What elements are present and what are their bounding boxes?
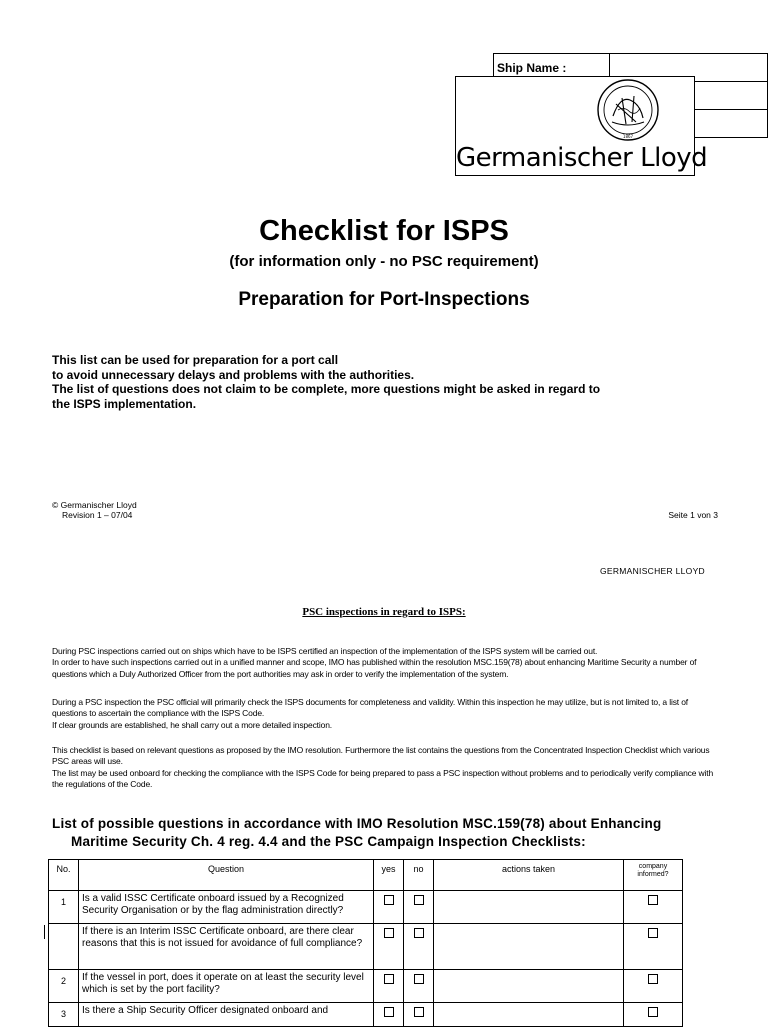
row-number: 2	[49, 970, 79, 1003]
row-number	[49, 924, 79, 970]
actions-taken-field[interactable]	[434, 924, 624, 970]
logo-text: Germanischer Lloyd	[456, 143, 708, 173]
list-heading-line: Maritime Security Ch. 4 reg. 4.4 and the PSC Campaign Inspection Checklists:	[71, 834, 586, 849]
company-informed-checkbox[interactable]	[648, 928, 658, 938]
company-informed-checkbox[interactable]	[648, 1007, 658, 1017]
germanischer-lloyd-logo	[455, 76, 708, 176]
paragraph-line: If clear grounds are established, he shall carry out a more detailed inspection.	[52, 719, 332, 730]
seal-icon	[596, 78, 660, 142]
paragraph-line: This checklist is based on relevant questions as proposed by the IMO resolution. Furthermore the list contains the questions from the Concentrated Inspection Checklist which various PSC areas will use.	[52, 745, 710, 767]
table-row	[49, 970, 683, 1003]
intro-line: The list of questions does not claim to be complete, more questions might be asked in regard to	[52, 382, 601, 396]
list-heading	[52, 815, 742, 851]
actions-taken-field[interactable]	[434, 970, 624, 1003]
no-checkbox[interactable]	[414, 1007, 424, 1017]
no-checkbox[interactable]	[414, 895, 424, 905]
intro-line: to avoid unnecessary delays and problems with the authorities.	[52, 367, 415, 382]
col-header-question: Question	[79, 860, 374, 891]
checklist-table	[48, 859, 683, 1027]
paragraph	[52, 745, 724, 790]
paragraph-line: During PSC inspections carried out on ships which have to be ISPS certified an inspection of the implementation of the ISPS system will be carried out.	[52, 646, 598, 656]
row-question: If there is an Interim ISSC Certificate onboard, are there clear reasons that this is not issued for avoidance of full compliance?	[79, 924, 374, 970]
table-header-row	[49, 860, 683, 891]
ship-name-label: Ship Name :	[494, 54, 610, 82]
page-subtitle: (for information only - no PSC requirement)	[229, 253, 539, 270]
intro-line: This list can be used for preparation for a port call	[52, 353, 339, 367]
no-checkbox[interactable]	[414, 928, 424, 938]
section-title: Preparation for Port-Inspections	[238, 289, 530, 310]
page-number: Seite 1 von 3	[668, 510, 718, 520]
list-heading-line: List of possible questions in accordance with IMO Resolution MSC.159(78) about Enhancing	[52, 816, 662, 831]
col-header-actions: actions taken	[434, 860, 624, 891]
col-header-no-answer: no	[404, 860, 434, 891]
seal-year: 1867	[622, 134, 634, 139]
no-checkbox[interactable]	[414, 974, 424, 984]
margin-mark	[44, 925, 45, 939]
yes-checkbox[interactable]	[384, 895, 394, 905]
paragraph-line: The list may be used onboard for checking the compliance with the ISPS Code for being prepared to pass a PSC inspection without problems and to periodically verify compliance with the regulations of the Code.	[52, 767, 714, 789]
col-header-yes: yes	[374, 860, 404, 891]
yes-checkbox[interactable]	[384, 974, 394, 984]
page-title: Checklist for ISPS	[259, 215, 509, 247]
col-header-company-informed: company informed?	[624, 860, 683, 891]
table-row	[49, 1003, 683, 1027]
yes-checkbox[interactable]	[384, 928, 394, 938]
paragraph-line: During a PSC inspection the PSC official will primarily check the ISPS documents for completeness and validity. Within this inspection he may utilize, but is not limited to, a list of questions to ascertain the compliance with the ISPS Code.	[52, 697, 689, 719]
paragraph-line: In order to have such inspections carried out in a unified manner and scope, IMO has published within the resolution MSC.159(78) about enhancing Maritime Security a number of questions which a Duly Authorized Officer from the port authorities may ask in order to verify the implementation of the system.	[52, 657, 697, 679]
row-number: 3	[49, 1003, 79, 1027]
paragraph	[52, 646, 724, 680]
table-row	[49, 924, 683, 970]
copyright-text: © Germanischer Lloyd	[52, 500, 137, 510]
yes-checkbox[interactable]	[384, 1007, 394, 1017]
intro-line: the ISPS implementation.	[52, 396, 197, 411]
revision-text: Revision 1 – 07/04	[62, 510, 133, 520]
col-header-no: No.	[49, 860, 79, 891]
row-question: Is there a Ship Security Officer designated onboard and	[79, 1003, 374, 1027]
actions-taken-field[interactable]	[434, 891, 624, 924]
row-number: 1	[49, 891, 79, 924]
actions-taken-field[interactable]	[434, 1003, 624, 1027]
company-informed-checkbox[interactable]	[648, 895, 658, 905]
paragraph	[52, 697, 724, 731]
page-header: GERMANISCHER LLOYD	[599, 566, 705, 576]
intro-text	[52, 353, 692, 411]
company-informed-checkbox[interactable]	[648, 974, 658, 984]
row-question: If the vessel in port, does it operate on at least the security level which is set by the port facility?	[79, 970, 374, 1003]
row-question: Is a valid ISSC Certificate onboard issued by a Recognized Security Organisation or by the flag administration directly?	[79, 891, 374, 924]
psc-heading: PSC inspections in regard to ISPS:	[302, 606, 466, 618]
table-row	[49, 891, 683, 924]
page-footer-left	[52, 500, 137, 520]
